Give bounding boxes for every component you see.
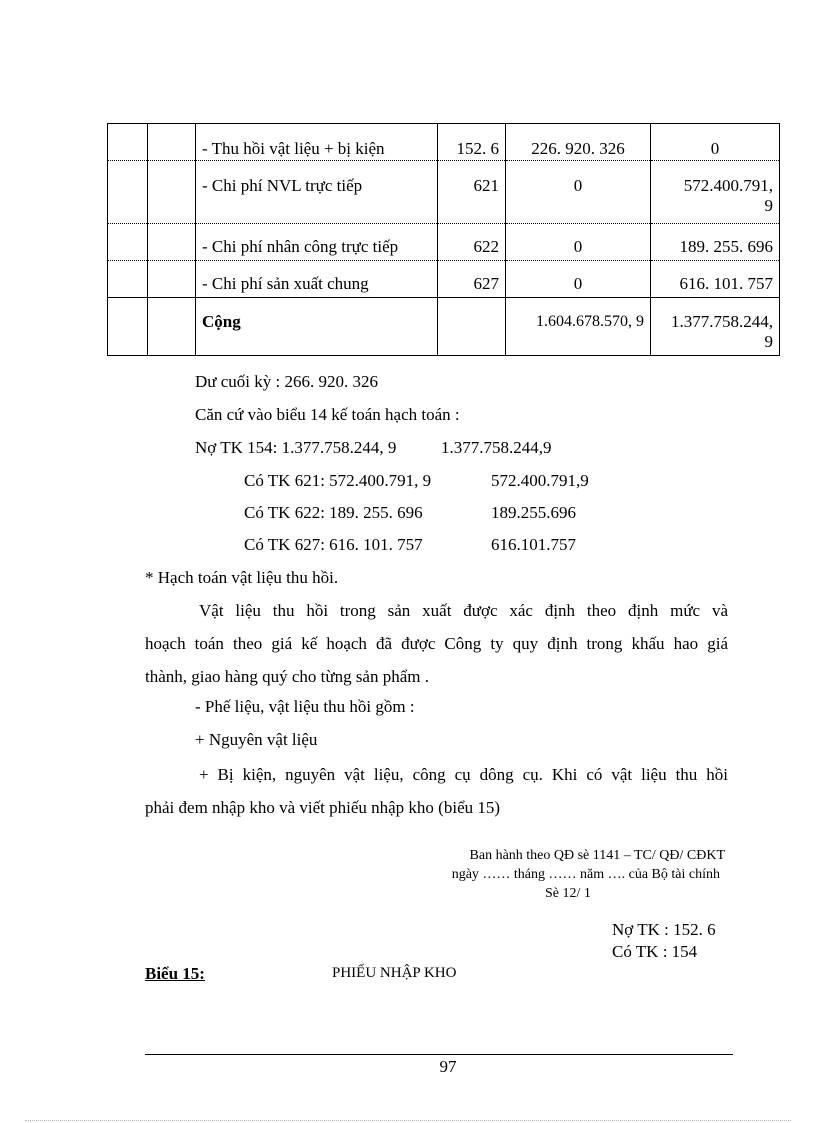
entry-co-627-label: Có TK 627: 616. 101. 757 [244,535,423,554]
row-debit: 226. 920. 326 [506,124,651,161]
row-debit: 0 [506,224,651,261]
entry-no-154-value: 1.377.758.244,9 [441,438,552,457]
row-description: - Chi phí sản xuất chung [196,261,438,298]
paragraph-4-line-1: + Bị kiện, nguyên vật liệu, công cụ dông cụ. Khi có vật liệu thu hồi [199,765,728,784]
total-credit-main: 1.377.758.244, [671,312,773,331]
total-debit: 1.604.678.570, 9 [506,298,651,356]
row-account: 621 [438,161,506,224]
form-number: Sè 12/ 1 [545,886,591,901]
form-label: Biểu 15: [145,964,205,983]
entry-co-622-value: 189.255.696 [491,503,576,522]
entry-co-621-label: Có TK 621: 572.400.791, 9 [244,471,432,490]
total-credit [651,298,780,356]
form-date-line: ngày …… tháng …… năm …. của Bộ tài chính [451,867,720,882]
row-description: - Chi phí nhân công trực tiếp [196,224,438,261]
row-credit-main: 572.400.791, [683,176,773,195]
entry-co-627-value: 616.101.757 [491,535,576,554]
row-credit [651,161,780,224]
paragraph-1-line-3: thành, giao hàng quý cho từng sản phẩm . [145,667,429,686]
row-credit: 0 [651,124,780,161]
paragraph-1-line-2: hoạch toán theo giá kế hoạch đã được Công ty quy định trong khấu hao giá [145,634,728,653]
page-number: 97 [439,1057,457,1076]
table-row [108,261,780,298]
page-edge [25,1120,791,1121]
entry-no-154-label: Nợ TK 154: 1.377.758.244, 9 [195,438,397,457]
paragraph-4 [145,758,728,824]
row-description: - Chi phí NVL trực tiếp [196,161,438,224]
paragraph-3: + Nguyên vật liệu [195,730,318,749]
row-account: 152. 6 [438,124,506,161]
closing-balance: Dư cuối kỳ : 266. 920. 326 [195,372,378,391]
row-debit: 0 [506,161,651,224]
row-credit: 189. 255. 696 [651,224,780,261]
row-credit-cont: 9 [764,196,773,215]
row-description: - Thu hồi vật liệu + bị kiện [196,124,438,161]
total-credit-cont: 9 [764,332,773,351]
table-row [108,224,780,261]
form-no-tk: Nợ TK : 152. 6 [612,920,716,939]
paragraph-4-line-2: phải đem nhập kho và viết phiếu nhập kho (biểu 15) [145,798,501,817]
section-heading: * Hạch toán vật liệu thu hồi. [145,568,339,587]
row-account: 627 [438,261,506,298]
row-account: 622 [438,224,506,261]
footer-divider [145,1054,733,1055]
paragraph-2: - Phế liệu, vật liệu thu hồi gồm : [195,697,415,716]
entry-co-621-value: 572.400.791,9 [491,471,589,490]
total-row [108,298,780,356]
table-row [108,124,780,161]
table-row [108,161,780,224]
basis-line: Căn cứ vào biểu 14 kế toán hạch toán : [195,405,460,424]
row-debit: 0 [506,261,651,298]
form-issued-by: Ban hành theo QĐ sè 1141 – TC/ QĐ/ CĐKT [469,848,725,863]
ledger-table [107,123,780,356]
form-title: PHIẾU NHẬP KHO [332,965,457,981]
row-credit: 616. 101. 757 [651,261,780,298]
total-label: Cộng [196,298,438,356]
entry-co-622-label: Có TK 622: 189. 255. 696 [244,503,423,522]
paragraph-1-line-1: Vật liệu thu hồi trong sản xuất được xác định theo định mức và [199,601,728,620]
paragraph-1 [145,594,728,693]
form-co-tk: Có TK : 154 [612,942,698,961]
